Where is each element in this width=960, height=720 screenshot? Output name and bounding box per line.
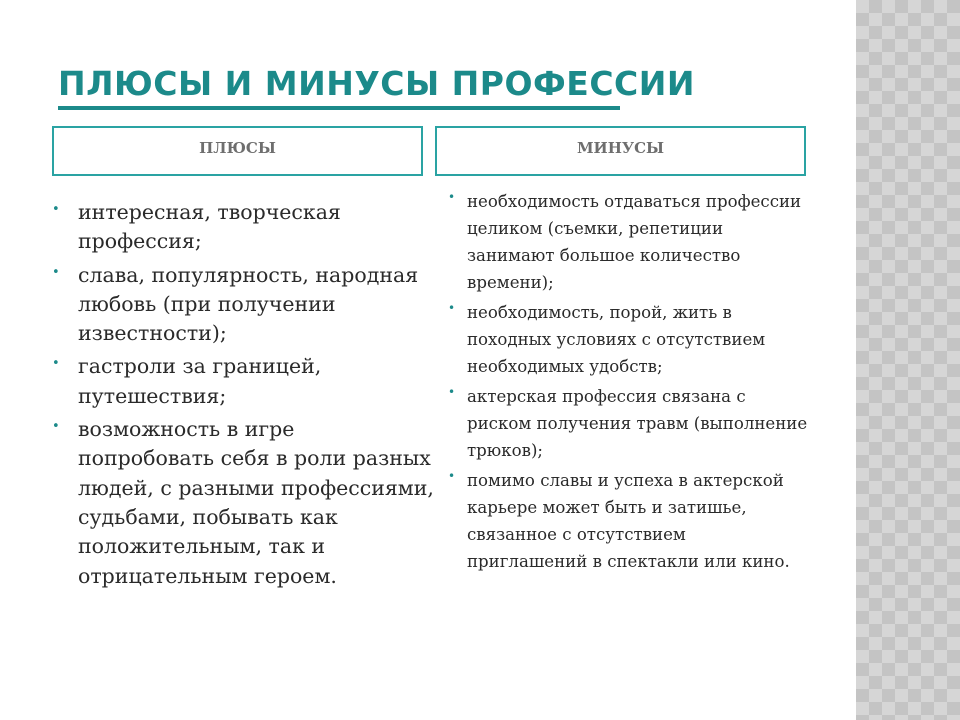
cons-list [448,188,808,578]
list-item [448,299,808,380]
pros-item-text: слава, популярность, народная любовь (при получении известности); [78,262,419,346]
bullet-icon: • [448,301,456,315]
bullet-icon: • [448,385,456,399]
cons-header-label: МИНУСЫ [576,139,665,157]
pros-item-text: интересная, творческая профессия; [78,200,341,254]
pros-item-text: возможность в игре попробовать себя в роли разных людей, с разными профессиями, судьбами, побывать как положительным, так и отрицательным героем. [78,417,434,588]
slide-title: ПЛЮСЫ И МИНУСЫ ПРОФЕССИИ [58,64,695,103]
bullet-icon: • [52,419,60,435]
title-underline [58,106,620,110]
list-item [52,415,437,591]
bullet-icon: • [448,469,456,483]
cons-item-text: актерская профессия связана с риском получения травм (выполнение трюков); [467,387,808,460]
list-item [52,352,437,411]
pros-list [52,198,437,595]
list-item [52,198,437,257]
cons-header-box [435,126,806,176]
bullet-icon: • [448,190,456,204]
bullet-icon: • [52,202,60,217]
cons-item-text: необходимость, порой, жить в походных условиях с отсутствием необходимых удобств; [467,303,766,376]
list-item [448,383,808,464]
list-item [52,261,437,349]
bullet-icon: • [52,264,60,280]
cons-item-text: необходимость отдаваться профессии целиком (съемки, репетиции занимают большое количество времени); [467,192,802,292]
list-item [448,467,808,575]
pros-item-text: гастроли за границей, путешествия; [78,354,322,408]
cons-item-text: помимо славы и успеха в актерской карьере может быть и затишье, связанное с отсутствием приглашений в спектакли или кино. [467,471,790,571]
bullet-icon: • [52,356,60,372]
decorative-side-pattern [856,0,960,720]
pros-header-label: ПЛЮСЫ [199,139,276,157]
pros-header-box [52,126,423,176]
list-item [448,188,808,296]
